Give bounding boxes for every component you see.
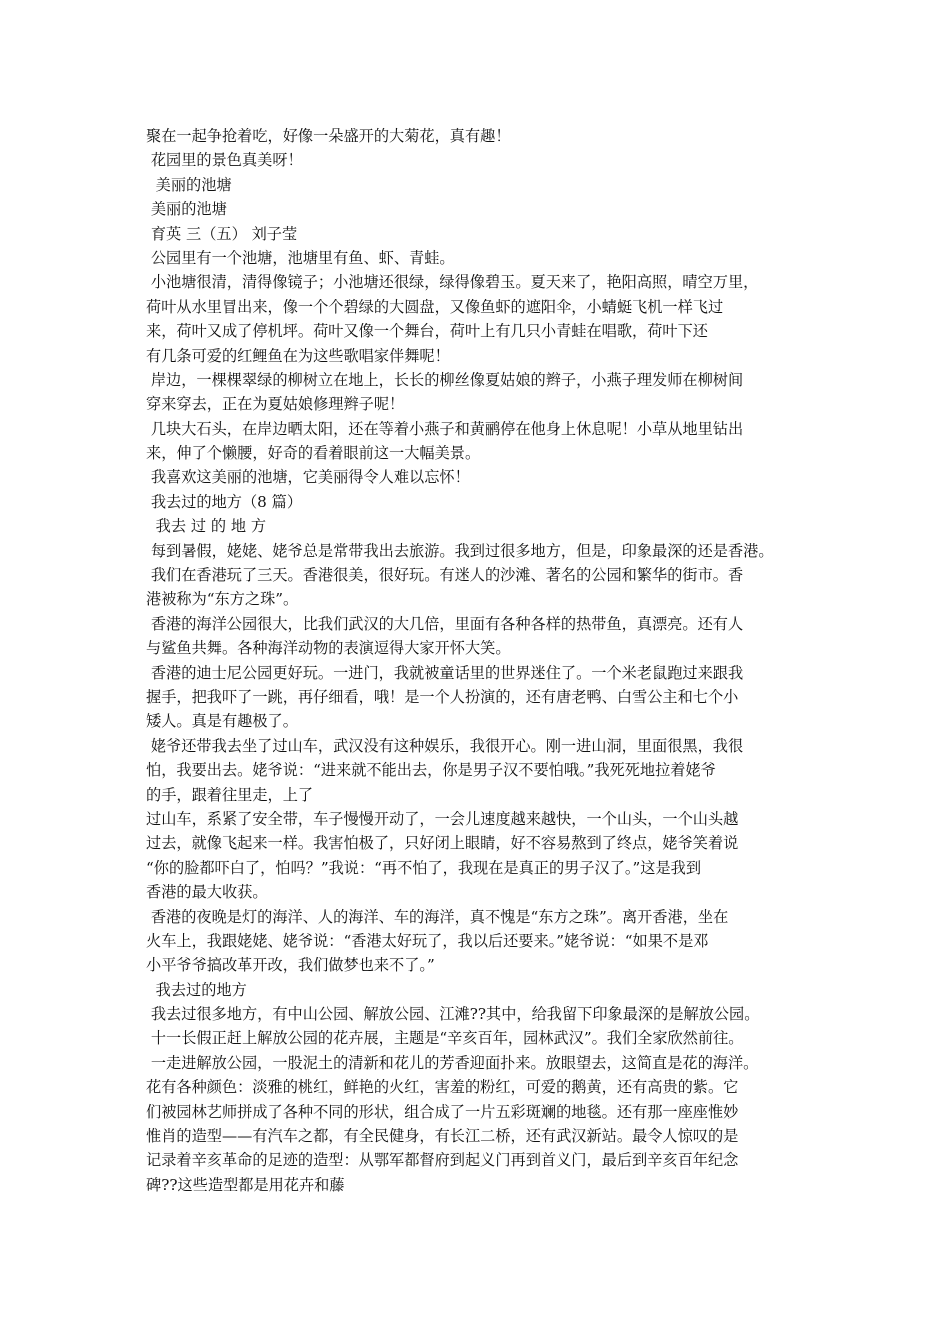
text-line: 香港的夜晚是灯的海洋、人的海洋、车的海洋，真不愧是“东方之珠”。离开香港，坐在 bbox=[146, 907, 729, 926]
essay-title: 我去 过 的 地 方 bbox=[146, 517, 267, 536]
text-line: 矮人。真是有趣极了。 bbox=[146, 712, 298, 731]
text-line: 有几条可爱的红鲤鱼在为这些歌唱家伴舞呢！ bbox=[146, 346, 450, 365]
text-line: 来，伸了个懒腰，好奇的看着眼前这一大幅美景。 bbox=[146, 444, 481, 463]
text-line: 一走进解放公园，一股泥土的清新和花儿的芳香迎面扑来。放眼望去，这简直是花的海洋。 bbox=[146, 1053, 759, 1072]
text-line: 聚在一起争抢着吃，好像一朵盛开的大菊花，真有趣！ bbox=[146, 127, 511, 145]
section-title: 美丽的池塘 bbox=[146, 175, 232, 194]
text-line: 香港的最大收获。 bbox=[146, 883, 268, 902]
text-line: 惟肖的造型——有汽车之都，有全民健身，有长江二桥，还有武汉新站。最令人惊叹的是 bbox=[146, 1127, 739, 1146]
text-line: 们被园林艺师拼成了各种不同的形状，组合成了一片五彩斑斓的地毯。还有那一座座惟妙 bbox=[146, 1102, 739, 1121]
text-line: 十一长假正赶上解放公园的花卉展，主题是“辛亥百年，园林武汉”。我们全家欣然前往。 bbox=[146, 1029, 744, 1048]
text-line: 怕，我要出去。姥爷说：“进来就不能出去，你是男子汉不要怕哦。”我死死地拉着姥爷 bbox=[146, 761, 716, 780]
text-line: 握手，把我吓了一跳，再仔细看，哦！是一个人扮演的，还有唐老鸭、白雪公主和七个小 bbox=[146, 687, 739, 706]
text-line: 火车上，我跟姥姥、姥爷说：“香港太好玩了，我以后还要来。”姥爷说：“如果不是邓 bbox=[146, 931, 709, 950]
text-line: 岸边，一棵棵翠绿的柳树立在地上，长长的柳丝像夏姑娘的辫子，小燕子理发师在柳树间 bbox=[146, 370, 744, 389]
text-line: 几块大石头，在岸边晒太阳，还在等着小燕子和黄鹂停在他身上休息呢！小草从地里钻出 bbox=[146, 419, 744, 438]
text-line: 来，荷叶又成了停机坪。荷叶又像一个舞台，荷叶上有几只小青蛙在唱歌，荷叶下还 bbox=[146, 322, 708, 341]
essay-title: 我去过的地方 bbox=[146, 980, 247, 999]
text-line: 每到暑假，姥姥、姥爷总是常带我出去旅游。我到过很多地方，但是，印象最深的还是香港。 bbox=[146, 541, 774, 560]
text-line: 碑??这些造型都是用花卉和藤 bbox=[146, 1175, 345, 1194]
text-line: 我喜欢这美丽的池塘，它美丽得令人难以忘怀！ bbox=[146, 468, 470, 487]
text-line: 公园里有一个池塘，池塘里有鱼、虾、青蛙。 bbox=[146, 248, 455, 267]
text-line: 我去过很多地方，有中山公园、解放公园、江滩??其中，给我留下印象最深的是解放公园。 bbox=[146, 1005, 760, 1024]
text-line: 香港的迪士尼公园更好玩。一进门，我就被童话里的世界迷住了。一个米老鼠跑过来跟我 bbox=[146, 663, 744, 682]
section-title: 我去过的地方（8 篇） bbox=[146, 492, 303, 511]
text-line: 姥爷还带我去坐了过山车，武汉没有这种娱乐，我很开心。刚一进山洞，里面很黑，我很 bbox=[146, 736, 744, 755]
text-line: 记录着辛亥革命的足迹的造型：从鄂军都督府到起义门再到首义门，最后到辛亥百年纪念 bbox=[146, 1151, 739, 1170]
text-line: 香港的海洋公园很大，比我们武汉的大几倍，里面有各种各样的热带鱼，真漂亮。还有人 bbox=[146, 614, 744, 633]
text-line: 我们在香港玩了三天。香港很美，很好玩。有迷人的沙滩、著名的公园和繁华的街市。香 bbox=[146, 566, 744, 585]
text-line: 花园里的景色真美呀！ bbox=[146, 151, 303, 170]
text-line: 与鲨鱼共舞。各种海洋动物的表演逗得大家开怀大笑。 bbox=[146, 639, 511, 658]
document-body bbox=[146, 124, 816, 1197]
text-line: 过山车，系紧了安全带，车子慢慢开动了，一会儿速度越来越快，一个山头，一个山头越 bbox=[146, 809, 739, 828]
text-line: 小池塘很清，清得像镜子；小池塘还很绿，绿得像碧玉。夏天来了，艳阳高照，晴空万里， bbox=[146, 273, 759, 292]
text-line: 花有各种颜色：淡雅的桃红，鲜艳的火红，害羞的粉红，可爱的鹅黄，还有高贵的紫。它 bbox=[146, 1078, 739, 1097]
essay-title: 美丽的池塘 bbox=[146, 200, 227, 219]
text-line: 小平爷爷搞改革开改，我们做梦也来不了。” bbox=[146, 956, 435, 975]
essay-author: 育英 三（五） 刘子莹 bbox=[146, 224, 298, 243]
text-line: 的手，跟着往里走，上了 bbox=[146, 785, 314, 804]
text-line: 穿来穿去，正在为夏姑娘修理辫子呢！ bbox=[146, 395, 405, 414]
text-line: 荷叶从水里冒出来，像一个个碧绿的大圆盘，又像鱼虾的遮阳伞，小蜻蜓飞机一样飞过 bbox=[146, 297, 724, 316]
text-line: “你的脸都吓白了，怕吗？”我说：“再不怕了，我现在是真正的男子汉了。”这是我到 bbox=[146, 858, 702, 877]
text-line: 过去，就像飞起来一样。我害怕极了，只好闭上眼睛，好不容易熬到了终点，姥爷笑着说 bbox=[146, 834, 739, 853]
text-line: 港被称为“东方之珠”。 bbox=[146, 590, 299, 609]
